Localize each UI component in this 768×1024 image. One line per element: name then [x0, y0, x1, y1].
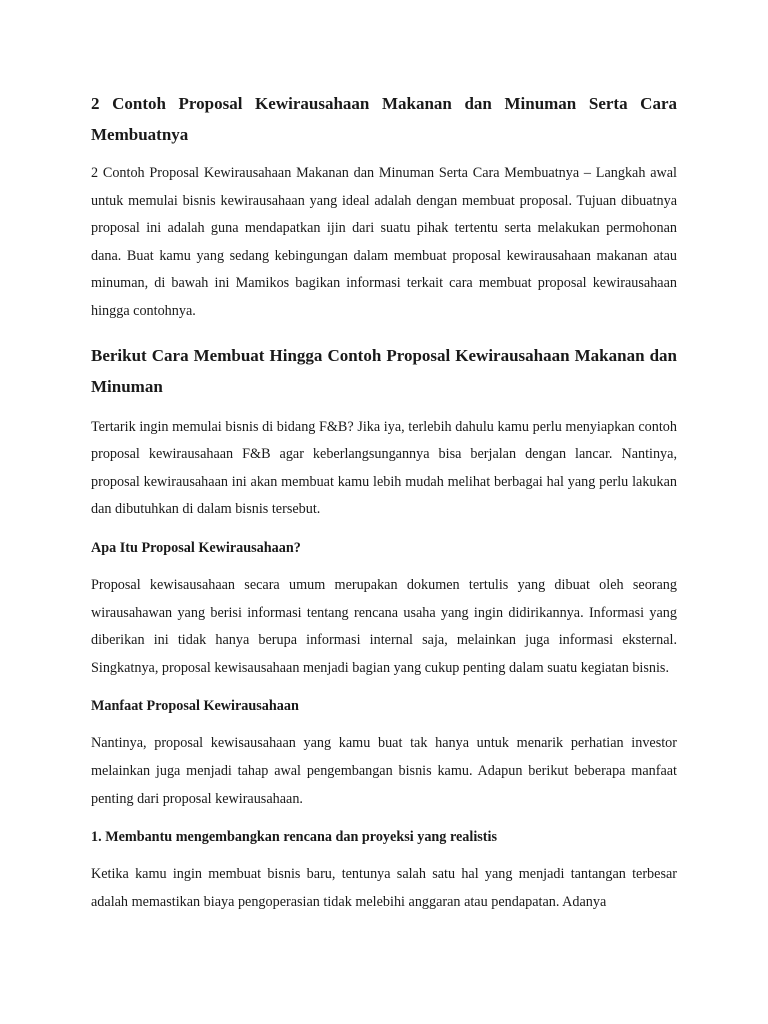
section-heading-membantu: 1. Membantu mengembangkan rencana dan proyeksi yang realistis: [91, 829, 497, 846]
intro-paragraph: 2 Contoh Proposal Kewirausahaan Makanan dan Minuman Serta Cara Membuatnya – Langkah awal untuk memulai bisnis kewirausahaan yang ideal adalah dengan membuat proposal. Tujuan dibuatnya proposal ini adalah guna mendapatkan ijin dari suatu pihak tertentu serta melakukan permohonan dana. Buat kamu yang sedang kebingungan dalam membuat proposal kewirausahaan makanan atau minuman, di bawah ini Mamikos bagikan informasi terkait cara membuat proposal kewirausahaan hingga contohnya.: [91, 165, 677, 319]
section-heading-apa-itu: Apa Itu Proposal Kewirausahaan?: [91, 539, 301, 556]
section-paragraph-manfaat: Nantinya, proposal kewisausahaan yang kamu buat tak hanya untuk menarik perhatian investor melainkan juga menjadi tahap awal pengembangan bisnis kamu. Adapun berikut beberapa manfaat penting dari proposal kewirausahaan.: [91, 735, 677, 807]
section-heading-cara-membuat: Berikut Cara Membuat Hingga Contoh Proposal Kewirausahaan Makanan dan Minuman: [91, 345, 677, 396]
document-title: 2 Contoh Proposal Kewirausahaan Makanan dan Minuman Serta Cara Membuatnya: [91, 94, 677, 144]
document-page: [91, 88, 677, 916]
section-paragraph-cara-membuat: Tertarik ingin memulai bisnis di bidang F&B? Jika iya, terlebih dahulu kamu perlu menyiapkan contoh proposal kewirausahaan F&B agar keberlangsungannya bisa berjalan dengan lancar. Nantinya, proposal kewirausahaan ini akan membuat kamu lebih mudah melihat berbagai hal yang perlu lakukan dan dibutuhkan di dalam bisnis tersebut.: [91, 418, 677, 518]
section-paragraph-membantu: Ketika kamu ingin membuat bisnis baru, tentunya salah satu hal yang menjadi tantangan terbesar adalah memastikan biaya pengoperasian tidak melebihi anggaran atau pendapatan. Adanya: [91, 866, 677, 910]
section-heading-manfaat: Manfaat Proposal Kewirausahaan: [91, 698, 299, 715]
section-paragraph-apa-itu: Proposal kewisausahaan secara umum merupakan dokumen tertulis yang dibuat oleh seorang wirausahawan yang berisi informasi tentang rencana usaha yang ingin didirikannya. Informasi yang diberikan ini tidak hanya berupa informasi internal saja, melainkan juga informasi eksternal. Singkatnya, proposal kewisausahaan menjadi bagian yang cukup penting dalam suatu kegiatan bisnis.: [91, 576, 677, 676]
